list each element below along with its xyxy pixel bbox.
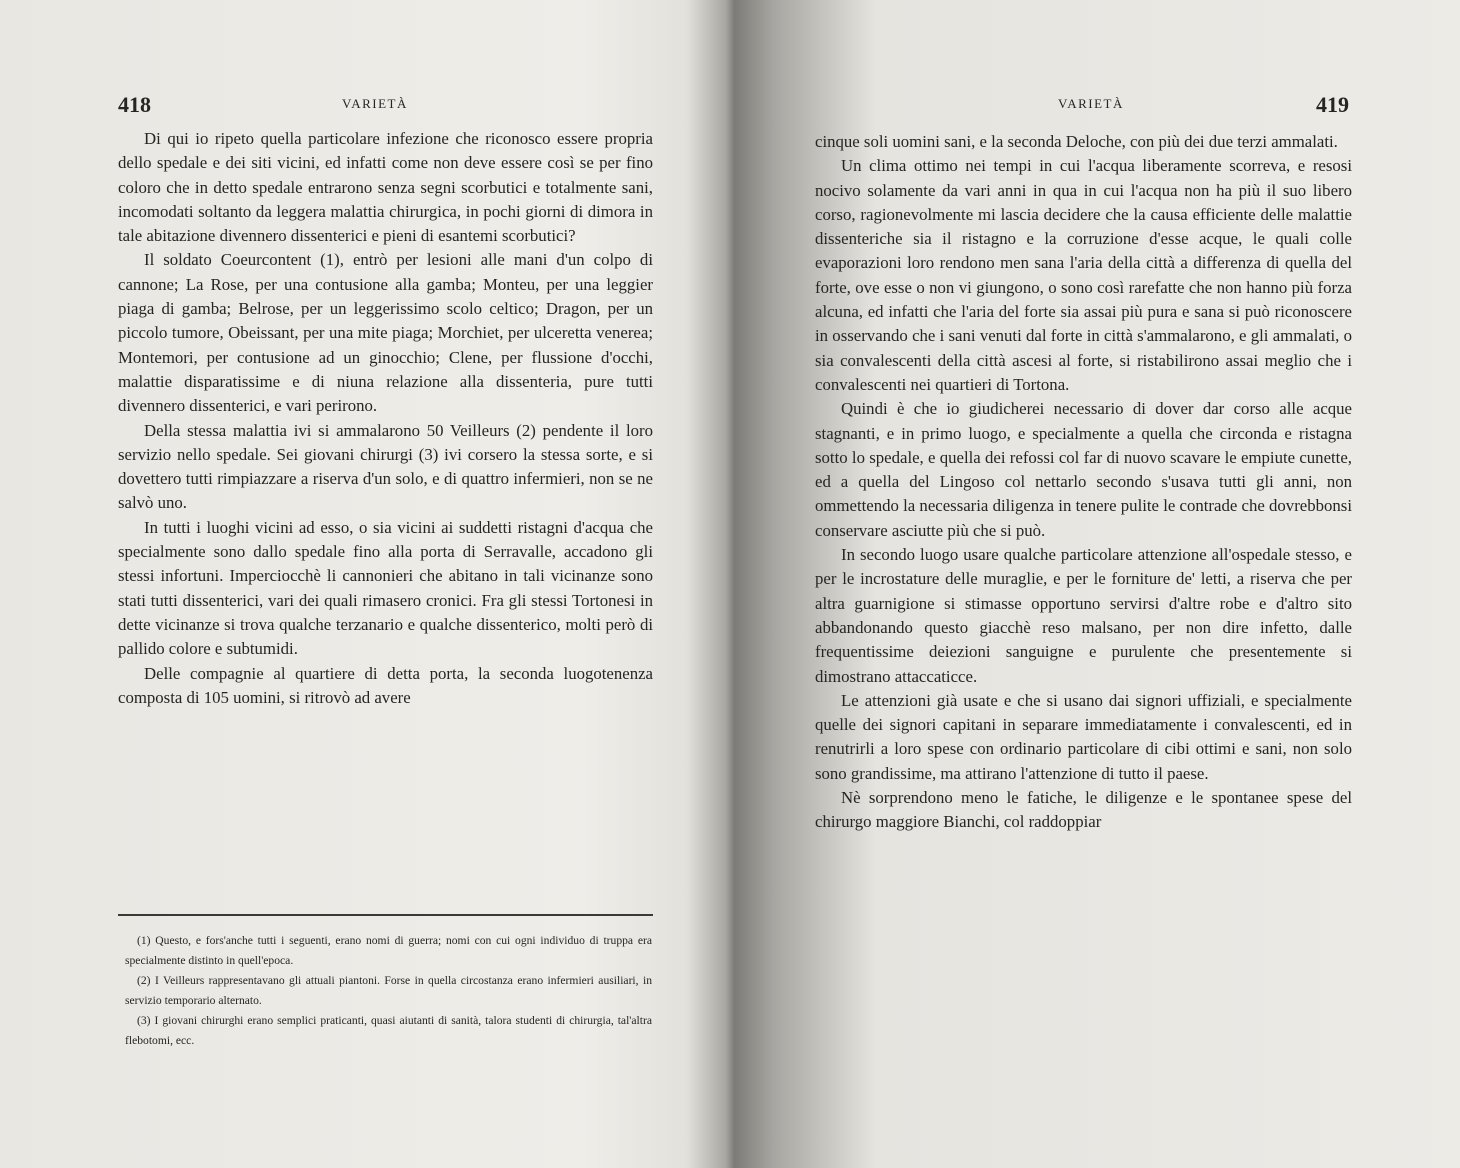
paragraph: cinque soli uomini sani, e la seconda Deloche, con più dei due terzi ammalati. [815,132,1338,151]
footnote: (3) I giovani chirurghi erano semplici praticanti, quasi aiutanti di sanità, talora studenti di chirurgia, tal'altra flebotomi, ecc. [125,1014,652,1047]
paragraph: In tutti i luoghi vicini ad esso, o sia vicini ai suddetti ristagni d'acqua che specialmente sono dallo spedale fino alla porta di Serravalle, accadono gli stessi infortuni. Imperciocchè li cannonieri che abitano in tali vicinanze sono stati tutti dissenterici, vari dei quali rimasero cronici. Fra gli stessi Tortonesi in dette vicinanze si trova qualche terzanario e qualche dissenterico, molti però di pallido colore e subtumidi. [118,517,653,659]
footnote: (2) I Veilleurs rappresentavano gli attuali piantoni. Forse in quella circostanza erano infermieri ausiliari, in servizio temporario alternato. [125,974,652,1007]
paragraph: Il soldato Coeurcontent (1), entrò per lesioni alle mani d'un colpo di cannone; La Rose, per una contusione alla gamba; Monteu, per una leggier piaga di gamba; Belrose, per un leggerissimo scolo celtico; Dragon, per un piccolo tumore, Obeissant, per una mite piaga; Morchiet, per ulceretta venerea; Montemori, per contusione ad un ginocchio; Clene, per flussione d'occhi, malattie disparatissime e di niuna relazione alla dissenteria, pure tutti divennero dissenterici, e vari perirono. [118,250,653,416]
paragraph: Nè sorprendono meno le fatiche, le diligenze e le spontanee spese del chirurgo maggiore Bianchi, col raddoppiar [815,788,1352,832]
text-column [815,130,1352,835]
footnote-rule [118,914,653,916]
paragraph: Un clima ottimo nei tempi in cui l'acqua liberamente scorreva, e resosi nocivo solamente da vari anni in qua in cui l'acqua non ha più il suo libero corso, ragionevolmente mi lascia decidere che la causa efficiente delle malattie dissenteriche sia il ristagno e la corruzione d'esse acque, le quali colle evaporazioni loro rendono men sana l'aria della città a differenza di quella del forte, ove esse o non vi giungono, o sono così rarefatte che non hanno più forza alcuna, ed infatti che l'aria del forte sia assai più pura e sana si può riconoscere in osservando che i sani venuti dal forte in città s'ammalarono, e gli ammalati, o sia convalescenti della città ascesi al forte, si ristabilirono assai meglio che i convalescenti nei quartieri di Tortona. [815,156,1352,394]
paragraph: In secondo luogo usare qualche particolare attenzione all'ospedale stesso, e per le incrostature delle muraglie, e per le forniture de' letti, a riserva che per altra guarnigione si stimasse opportuno servirsi d'altre robe e d'altro sito abbandonando questo giacchè reso malsano, per non dire infetto, dalle frequentissime deiezioni sanguigne e purulente che presentemente si dimostrano attaccaticce. [815,545,1352,686]
page-number: 418 [118,92,151,117]
paragraph: Di qui io ripeto quella particolare infezione che riconosco essere propria dello spedale e dei siti vicini, ed infatti come non deve essere così se per fino coloro che in detto spedale entrarono senza segni scorbutici e totalmente sani, incomodati soltanto da leggera malattia chirurgica, in pochi giorni di dimora in tale abitazione divennero dissenterici e pieni di esantemi scorbutici? [118,129,653,246]
paragraph: Delle compagnie al quartiere di detta porta, la seconda luogotenenza composta di 105 uomini, si ritrovò ad avere [118,663,653,707]
right-page [730,0,1460,1168]
footnotes [125,931,652,1051]
footnote: (1) Questo, e fors'anche tutti i seguenti, erano nomi di guerra; nomi con cui ogni individuo di truppa era specialmente distinto in quell'epoca. [125,934,652,967]
running-head: VARIETÀ [342,96,408,111]
paragraph: Le attenzioni già usate e che si usano dai signori uffiziali, e specialmente quelle dei signori capitani in separare immediatamente i convalescenti, ed in renutrirli a loro spese con ordinario particolare di cibi ottimi e sani, non solo sono grandissime, ma attirano l'attenzione di tutto il paese. [815,690,1352,783]
paragraph: Quindi è che io giudicherei necessario di dover dar corso alle acque stagnanti, e in primo luogo, e specialmente a quella che circonda e ristagna sotto lo spedale, e quella dei refossi col far di nuovo scavare le empiute cunette, ed a quella del Lingoso col nettarlo secondo s'usava tutti gli anni, non ommettendo la necessaria diligenza in tenere pulite le contrade che dovrebbonsi conservare asciutte più che si può. [815,399,1352,540]
page-number: 419 [1316,92,1349,117]
text-column [118,127,653,710]
paragraph: Della stessa malattia ivi si ammalarono 50 Veilleurs (2) pendente il loro servizio nello spedale. Sei giovani chirurgi (3) ivi corsero la stessa sorte, e si dovettero tutti rimpiazzare a riserva d'un solo, e di quattro infermieri, non se ne salvò uno. [118,420,653,513]
running-head: VARIETÀ [1058,96,1124,111]
